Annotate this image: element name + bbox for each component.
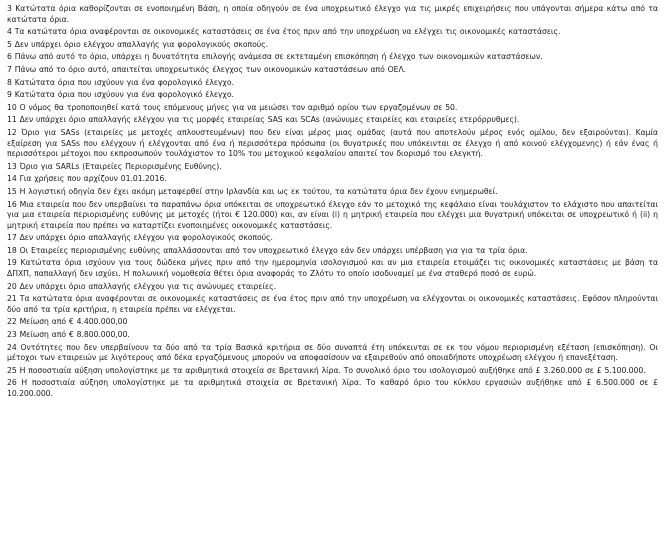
footnote-16: 16 Μια εταιρεία που δεν υπερβαίνει τα παραπάνω όρια υπόκειται σε υποχρεωτικό έλεγχο εάν το μετοχικό της κεφάλαιο είναι τουλάχιστον το ελάχιστο που απαιτείται για μια εταιρεία περιορισμένης ευθύνης με μετοχές (ήτοι € 120.000) και, αν είναι (i) η μητρική εταιρεία που ελέγχει μια θυγατρική υπόκειται σε υποχρεωτικό ή (ii) η μητρική εταιρεία που πρέπει να καταρτίζει ενοποιημένες οικονομικές καταστάσεις. — [7, 199, 658, 230]
footnote-25: 25 Η ποσοστιαία αύξηση υπολογίστηκε με τα αριθμητικά στοιχεία σε Βρετανική λίρα. Το συνολικό όριο του ισολογισμού αυξήθηκε από £ 3.260.000 σε £ 5.100.000. — [7, 365, 646, 375]
footnote-20: 20 Δεν υπάρχει όριο απαλλαγής ελέγχου για τις ανώνυμες εταιρείες. — [7, 281, 276, 291]
footnote-15: 15 Η λογιστική οδηγία δεν έχει ακόμη μεταφερθεί στην Ιρλανδία και ως εκ τούτου, τα κατώτατα όρια δεν έχουν ενημερωθεί. — [7, 186, 498, 196]
footnote-10: 10 Ο νόμος θα τροποποιηθεί κατά τους επόμενους μήνες για να μειώσει τον αριθμό ορίου των εργαζομένων σε 50. — [7, 102, 458, 112]
footnote-24: 24 Οντότητες που δεν υπερβαίνουν τα δύο από τα τρία Βασικά κριτήρια σε δύο συναπτά έτη υπόκεινται σε εκ του νόμου περιορισμένη εξέταση (επισκόπηση). Οι μέτοχοι των εταιρειών με λιγότερους από δέκα εργαζόμενους μπορούν να αποφασίσουν να εξαιρεθούν από οποιαδήποτε υποχρέωση ελέγχου ή επανεξέταση. — [7, 342, 658, 363]
footnote-11: 11 Δεν υπάρχει όριο απαλλαγής ελέγχου για τις μορφές εταιρείας SAS και SCAs (ανώνυμες εταιρείες και εταιρείες ετερόρρυθμες). — [7, 115, 520, 125]
footnote-4: 4 Τα κατώτατα όρια αναφέρονται σε οικονομικές καταστάσεις σε ένα έτος πριν από την υποχρέωση να ελέγχει τις οικονομικές καταστάσεις. — [7, 27, 561, 37]
footnote-19: 19 Κατώτατα όρια ισχύουν για τους δώδεκα μήνες πριν από την ημερομηνία ισολογισμού και αν μια εταιρεία ετοιμάζει τις οικονομικές καταστάσεις με βάση τα ΔΠΧΠ, παπαλλαγή δεν ισχύει. Η πολωνική νομοθεσία θέτει όρια αναφοράς το Ζλότυ το οποίο ισοδυναμεί με ένα σταθερό ποσό σε ευρώ. — [7, 258, 658, 279]
footnote-23: 23 Μείωση από € 8.800.000,00. — [7, 330, 130, 340]
footnote-13: 13 Όριο για SARLs (Εταιρείες Περιορισμένης Ευθύνης). — [7, 161, 222, 171]
footnote-6: 6 Πάνω από αυτό το όριο, υπάρχει η δυνατότητα επιλογής ανάμεσα σε εκτεταμένη επισκόπηση ή έλεγχο των οικονομικών καταστάσεων. — [7, 52, 543, 62]
footnote-22: 22 Μείωση από € 4.400.000,00 — [7, 317, 128, 327]
footnote-12: 12 Όριο για SASs (εταιρείες με μετοχές απλουστευμένων) που δεν είναι μέρος μιας ομάδας (αυτά που αποτελούν μέρος ενός ομίλου, δεν εξαιρούνται). Καμία εξαίρεση για SASs που ελέγχουν ή ελέγχονται από ένα ή περισσότερα πρόσωπα (οι θυγατρικές που υπόκεινται σε έλεγχο ή από κοινού ελέγχομενης) ή εάν ένας ή περισσότεροι μέτοχοι που εκπροσωπούν τουλάχιστον το 10% του μετοχικού κεφαλαίου απαιτεί τον διορισμό του ελεγκτή. — [7, 127, 658, 159]
footnote-17: 17 Δεν υπάρχει όριο απαλλαγής ελέγχου για φορολογικούς σκοπούς. — [7, 233, 273, 243]
footnote-8: 8 Κατώτατα όρια που ισχύουν για ένα φορολογικό έλεγχο. — [7, 77, 234, 87]
footnote-7: 7 Πάνω από το όριο αυτό, απαιτείται υποχρεωτικός έλεγχος των οικονομικών καταστάσεων από ΟΕΛ. — [7, 64, 407, 74]
footnote-18: 18 Οι Εταιρείες περιορισμένης ευθύνης απαλλάσσονται από τον υποχρεωτικό έλεγχο εάν δεν υπάρχει υπέρβαση για για τα τρία όρια. — [7, 245, 528, 255]
footnote-3: 3 Κατώτατα όρια καθορίζονται σε ενοποιημένη Βάση, η οποία οδηγούν σε ένα υποχρεωτικό έλεγχο για τις μικρές επιχειρήσεις που υπάγονται σήμερα κάτω από τα κατώτατα όρια. — [7, 4, 658, 24]
footnote-5: 5 Δεν υπάρχει όριο ελέγχου απαλλαγής για φορολογικούς σκοπούς. — [7, 39, 269, 49]
footnote-14: 14 Για χρήσεις που αρχίζουν 01.01.2016. — [7, 174, 167, 184]
footnote-26: 26 Η ποσοστιαία αύξηση υπολογίστηκε με τα αριθμητικά στοιχεία σε Βρετανική λίρα. Το καθαρό όριο του κύκλου εργασιών αυξήθηκε από £ 6.500.000 σε £ 10.200.000. — [7, 378, 658, 398]
footnote-9: 9 Κατώτατα όρια που ισχύουν για ένα φορολογικό έλεγχο. — [7, 90, 234, 100]
footnote-21: 21 Τα κατώτατα όρια αναφέρονται σε οικονομικές καταστάσεις σε ένα έτος πριν από την υποχρέωση να ελέγχονται οι οικονομικές καταστάσεις. Εφόσον πληρούνται δύο από τα τρία κριτήρια, η εταιρεία πρέπει να ελέγχεται. — [7, 294, 658, 314]
